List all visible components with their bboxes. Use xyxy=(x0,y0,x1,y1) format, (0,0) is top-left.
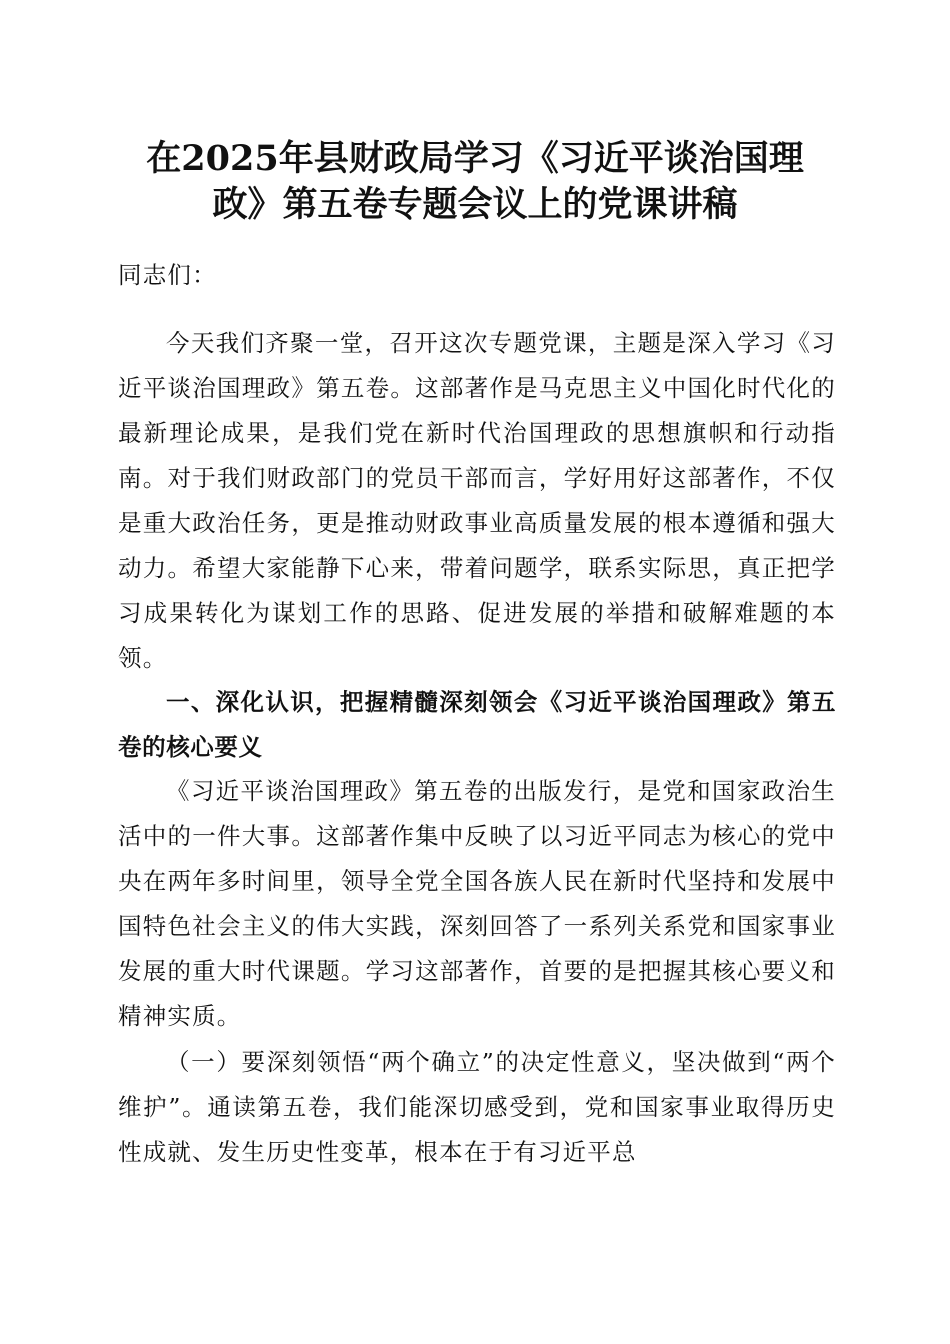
title-line-1: 在2025年县财政局学习《习近平谈治国理 xyxy=(146,138,804,179)
paragraph-section-1: 《习近平谈治国理政》第五卷的出版发行，是党和国家政治生活中的一件大事。这部著作集中反映了以习近平同志为核心的党中央在两年多时间里，领导全党全国各族人民在新时代坚持和发展中国特色社会主义的伟大实践，深刻回答了一系列关系党和国家事业发展的重大时代课题。学习这部著作，首要的是把握其核心要义和精神实质。 xyxy=(118,777,836,1030)
section-heading-1: 一、深化认识，把握精髓深刻领会《习近平谈治国理政》第五卷的核心要义 xyxy=(118,688,836,761)
paragraph-intro: 今天我们齐聚一堂，召开这次专题党课，主题是深入学习《习近平谈治国理政》第五卷。这部著作是马克思主义中国化时代化的最新理论成果，是我们党在新时代治国理政的思想旗帜和行动指南。对于我们财政部门的党员干部而言，学好用好这部著作，不仅是重大政治任务，更是推动财政事业高质量发展的根本遵循和强大动力。希望大家能静下心来，带着问题学，联系实际思，真正把学习成果转化为谋划工作的思路、促进发展的举措和破解难题的本领。 xyxy=(118,329,836,672)
subsection-lead: （一）要深刻领悟“两个确立”的决定性意义，坚决做到“两个维护”。 xyxy=(118,1048,836,1121)
greeting: 同志们： xyxy=(118,261,217,289)
document-title xyxy=(100,136,850,228)
paragraph-subsection-1 xyxy=(118,1040,836,1175)
subsection-text: 通读第五卷，我们能深切感受到，党和国家事业取得历史性成就、发生历史性变革，根本在于有习近平总 xyxy=(118,1093,836,1166)
title-line-2: 政》第五卷专题会议上的党课讲稿 xyxy=(212,184,738,225)
